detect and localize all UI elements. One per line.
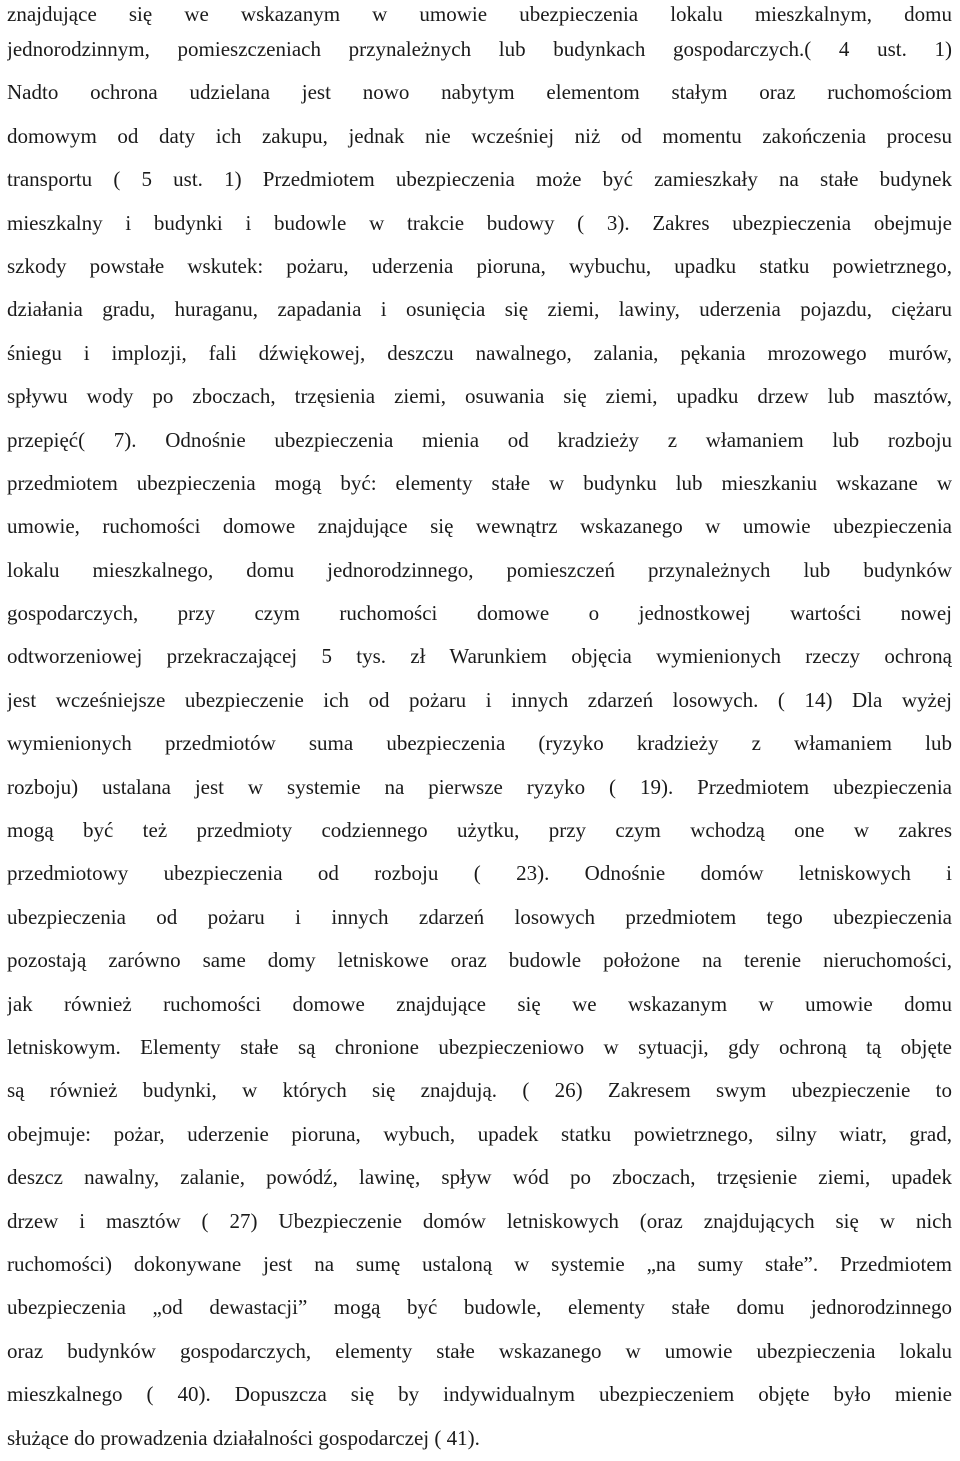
- text-line: przedmiotowy ubezpieczenia od rozboju ( 23). Odnośnie domów letniskowych i: [7, 861, 952, 886]
- text-line: jak również ruchomości domowe znajdujące się we wskazanym w umowie domu: [7, 991, 952, 1016]
- text-line: gospodarczych, przy czym ruchomości domowe o jednostkowej wartości nowej: [7, 601, 952, 626]
- text-line: pozostają zarówno same domy letniskowe oraz budowle położone na terenie nieruchomości,: [7, 948, 952, 973]
- text-line: przedmiotem ubezpieczenia mogą być: elementy stałe w budynku lub mieszkaniu wskazane w: [7, 470, 952, 495]
- text-line: umowie, ruchomości domowe znajdujące się wewnątrz wskazanego w umowie ubezpieczenia: [7, 514, 952, 539]
- text-line: Nadto ochrona udzielana jest nowo nabytym elementom stałym oraz ruchomościom: [7, 80, 952, 105]
- text-line: transportu ( 5 ust. 1) Przedmiotem ubezpieczenia może być zamieszkały na stałe budynek: [7, 167, 952, 192]
- text-line: oraz budynków gospodarczych, elementy stałe wskazanego w umowie ubezpieczenia lokalu: [7, 1338, 952, 1363]
- text-line: przepięć( 7). Odnośnie ubezpieczenia mienia od kradzieży z włamaniem lub rozboju: [7, 427, 952, 452]
- text-line: szkody powstałe wskutek: pożaru, uderzenia pioruna, wybuchu, upadku statku powietrznego,: [7, 253, 952, 278]
- text-line: odtworzeniowej przekraczającej 5 tys. zł Warunkiem objęcia wymienionych rzeczy ochroną: [7, 644, 952, 669]
- text-line: działania gradu, huraganu, zapadania i osunięcia się ziemi, lawiny, uderzenia pojazdu, ciężaru: [7, 297, 952, 322]
- text-line: jednorodzinnym, pomieszczeniach przynależnych lub budynkach gospodarczych.( 4 ust. 1): [7, 37, 952, 61]
- text-line: obejmuje: pożar, uderzenie pioruna, wybuch, upadek statku powietrznego, silny wiatr, grad,: [7, 1121, 952, 1146]
- text-line: wymienionych przedmiotów suma ubezpieczenia (ryzyko kradzieży z włamaniem lub: [7, 731, 952, 756]
- text-line: śniegu i implozji, fali dźwiękowej, deszczu nawalnego, zalania, pękania mrozowego murów,: [7, 340, 952, 365]
- text-line: ruchomości) dokonywane jest na sumę ustaloną w systemie „na sumy stałe”. Przedmiotem: [7, 1251, 952, 1276]
- text-line: mogą być też przedmioty codziennego użytku, przy czym wchodzą one w zakres: [7, 818, 952, 843]
- text-line: lokalu mieszkalnego, domu jednorodzinnego, pomieszczeń przynależnych lub budynków: [7, 557, 952, 582]
- document-text: [7, 0, 952, 1460]
- text-line: rozboju) ustalana jest w systemie na pierwsze ryzyko ( 19). Przedmiotem ubezpieczenia: [7, 774, 952, 799]
- text-line: mieszkalny i budynki i budowle w trakcie budowy ( 3). Zakres ubezpieczenia obejmuje: [7, 210, 952, 235]
- text-line: znajdujące się we wskazanym w umowie ubezpieczenia lokalu mieszkalnym, domu: [7, 2, 952, 26]
- text-line: mieszkalnego ( 40). Dopuszcza się by indywidualnym ubezpieczeniem objęte było mienie: [7, 1382, 952, 1407]
- text-line: są również budynki, w których się znajdują. ( 26) Zakresem swym ubezpieczenie to: [7, 1078, 952, 1103]
- text-line: spływu wody po zboczach, trzęsienia ziemi, osuwania się ziemi, upadku drzew lub masztów,: [7, 384, 952, 409]
- text-line: deszcz nawalny, zalanie, powódź, lawinę, spływ wód po zboczach, trzęsienie ziemi, upadek: [7, 1165, 952, 1190]
- text-line: letniskowym. Elementy stałe są chronione ubezpieczeniowo w sytuacji, gdy ochroną tą objęte: [7, 1034, 952, 1059]
- text-line: ubezpieczenia „od dewastacji” mogą być budowle, elementy stałe domu jednorodzinnego: [7, 1295, 952, 1320]
- text-line: ubezpieczenia od pożaru i innych zdarzeń losowych przedmiotem tego ubezpieczenia: [7, 904, 952, 929]
- text-line: jest wcześniejsze ubezpieczenie ich od pożaru i innych zdarzeń losowych. ( 14) Dla wyżej: [7, 687, 952, 712]
- text-line: służące do prowadzenia działalności gospodarczej ( 41).: [7, 1425, 480, 1450]
- text-line: drzew i masztów ( 27) Ubezpieczenie domów letniskowych (oraz znajdujących się w nich: [7, 1208, 952, 1233]
- text-line: domowym od daty ich zakupu, jednak nie wcześniej niż od momentu zakończenia procesu: [7, 123, 952, 148]
